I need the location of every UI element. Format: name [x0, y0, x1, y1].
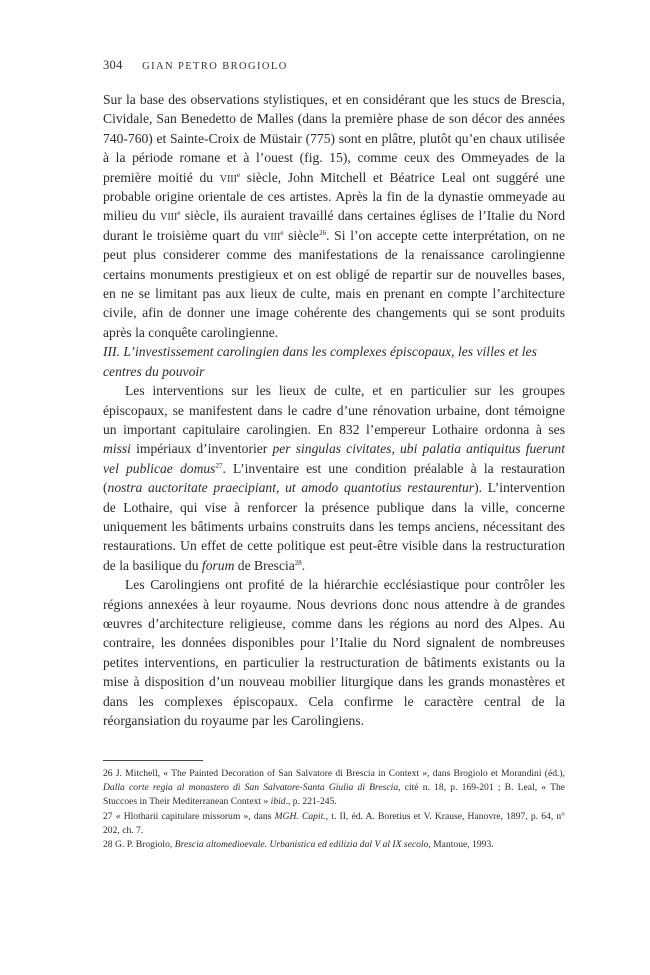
footnote-28: 28 G. P. Brogiolo, Brescia altomedioevale. Urbanistica ed edilizia dal V al IX secolo, Mantoue, 1993. [103, 839, 494, 851]
paragraph-1: Sur la base des observations stylistiques, et en considérant que les stucs de Brescia, Cividale, San Benedetto de Malles (dans la première phase de son décor des années 740-760) et Sainte-Croix de Müstair (775) sont en plâtre, plutôt qu’en chaux utilisée à la période romane et à l’ouest (fig. 15), comme ceux des Ommeyades de la première moitié du viii$^e$ siècle, John Mitchell et Béatrice Leal ont suggéré une probable origine orientale de ces artistes. Après la fin de la dynastie ommeyade au milieu du viii$^e$ siècle, ils auraient travaillé dans certaines églises de l’Italie du Nord durant le troisième quart du viii$^e$ siècle$^{26}$. Si l’on accepte cette interprétation, on ne peut plus considerer comme des manifestations de la renaissance carolingienne certains monuments prestigieux et on est obligé de repartir sur de nouvelles bases, en ne se limitant pas aux lieux de culte, mais en prenant en compte l’architecture civile, afin de donner une image cohérente des changements qui se sont produits après la conquête carolingienne. [103, 92, 565, 340]
running-title: GIAN PETRO BROGIOLO [142, 61, 288, 72]
footnote-ref-27[interactable]: 27 [215, 461, 223, 470]
footnote-ref-28[interactable]: 28 [294, 558, 302, 567]
footnote-26: 26 J. Mitchell, « The Painted Decoration of San Salvatore di Brescia in Context », dans Brogiolo et Morandini (éd.), Dalla corte regia al monastero di San Salvatore-Santa Giulia di Brescia, cité n. 18, p. 169-201 ; B. Leal, « The Stuccoes in Their Mediterranean Context » ibid., p. 221-245. [103, 768, 565, 808]
main-text [103, 90, 565, 730]
page-header [103, 58, 288, 73]
page-number: 304 [103, 58, 123, 72]
paragraph-3: Les Carolingiens ont profité de la hiérarchie ecclésiastique pour contrôler les régions annexées à leur royaume. Nous devrions donc nous attendre à de grandes œuvres d’architecture religieuse, comme dans les régions au nord des Alpes. Au contraire, les données disponibles pour l’Italie du Nord signalent de nombreuses petites interventions, en particulier la restructuration de bâtiments existants ou la mise à disposition d’un nouveau mobilier liturgique dans les grands monastères et dans les complexes épiscopaux. Cela confirme le caractère central de la réorgansiation du royaume par les Carolingiens. [103, 577, 565, 728]
footnotes [103, 760, 565, 852]
footnote-27: 27 « Hlotharii capitulare missorum », dans MGH. Capit., t. II, éd. A. Boretius et V. Krause, Hanovre, 1897, p. 64, n° 202, ch. 7. [103, 810, 566, 836]
footnote-ref-26[interactable]: 26 [319, 228, 327, 237]
section-heading: III. L’investissement carolingien dans les complexes épiscopaux, les villes et les centres du pouvoir [103, 344, 537, 379]
paragraph-2: Les interventions sur les lieux de culte, et en particulier sur les groupes épiscopaux, se manifestent dans le cadre d’une rénovation urbaine, dont témoigne un important capitulaire carolingien. En 832 l’empereur Lothaire ordonna à ses missi impériaux d’inventorier per singulas civitates, ubi palatia antiquitus fuerunt vel publicae domus$^{27}$. L’inventaire est une condition préalable à la restauration (nostra auctoritate praecipiant, ut amodo quantotius restaurentur). L’intervention de Lothaire, qui vise à renforcer la présence publique dans la ville, concerne uniquement les bâtiments urbains construits dans les temps anciens, nécessitant des restaurations. Un effet de cette politique est peut-être visible dans la restructuration de la basilique du forum de Brescia$^{28}$. [103, 383, 565, 573]
footnote-rule [103, 760, 203, 761]
